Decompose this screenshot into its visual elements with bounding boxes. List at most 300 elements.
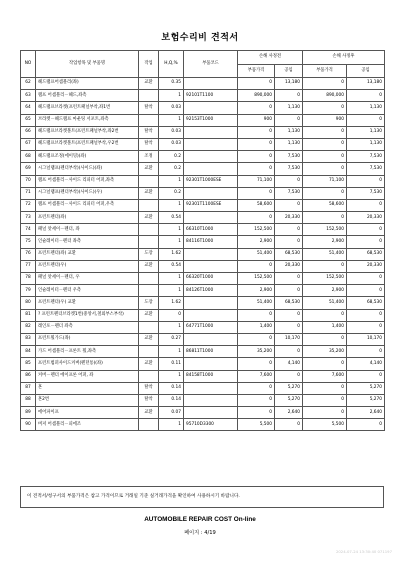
row-part-code: 86811T1000 [184, 346, 238, 358]
row-labor-before: 0 [275, 224, 303, 236]
row-part-code [184, 102, 238, 114]
table-row [21, 236, 385, 248]
table-row [21, 394, 385, 406]
row-labor-after: 0 [347, 90, 385, 102]
row-no: 78 [21, 273, 36, 285]
row-work-type: 교환 [139, 260, 159, 272]
row-item-name: 프런트펜더(좌) [36, 212, 139, 224]
row-parts-price-after: 152,500 [303, 224, 347, 236]
row-parts-price-after: 2,900 [303, 236, 347, 248]
row-work-type: 교환 [139, 309, 159, 321]
row-labor-after: 0 [347, 114, 385, 126]
table-row [21, 138, 385, 150]
row-parts-price-before: 0 [238, 102, 275, 114]
table-row [21, 358, 385, 370]
table-row [21, 260, 385, 272]
page-number: 페이지 : 4/19 [184, 530, 216, 536]
header-before-assessment: 손해 사정전 [238, 51, 303, 65]
row-part-code [184, 78, 238, 90]
row-work-type: 탈착 [139, 394, 159, 406]
row-hq: 0 [159, 309, 184, 321]
row-parts-price-after: 0 [303, 138, 347, 150]
row-no: 73 [21, 212, 36, 224]
row-labor-after: 68,530 [347, 248, 385, 260]
row-labor-after: 0 [347, 346, 385, 358]
row-parts-price-before: 71,100 [238, 175, 275, 187]
row-parts-price-before: 2,900 [238, 285, 275, 297]
row-no: 81 [21, 309, 36, 321]
row-parts-price-before: 5,500 [238, 419, 275, 431]
row-item-name: ? 프런트펜더브라켓1번(중앙서,철외부스부착) [36, 309, 139, 321]
table-row [21, 297, 385, 309]
row-parts-price-after: 0 [303, 151, 347, 163]
row-parts-price-before: 0 [238, 394, 275, 406]
price-notice: 이 견적서/청구서의 부품가격은 참고 가격이므로 거래일 기준 실거래가격을 확인하여 사용하시기 바랍니다. [20, 486, 384, 508]
row-hq: 0.35 [159, 78, 184, 90]
row-hq: 0.2 [159, 187, 184, 199]
footer-title: AUTOMOBILE REPAIR COST On-line [144, 516, 256, 523]
row-part-code [184, 248, 238, 260]
row-labor-before: 7,530 [275, 163, 303, 175]
header-labor-after: 공임 [347, 64, 385, 78]
row-hq: 1.62 [159, 248, 184, 260]
row-labor-before: 4,140 [275, 358, 303, 370]
row-item-name: 헤드램프브라켓볼트(프런트패널부착,좌2번 [36, 126, 139, 138]
row-labor-before: 20,330 [275, 212, 303, 224]
document-title: 보험수리비 견적서 [161, 33, 239, 43]
row-labor-before: 0 [275, 285, 303, 297]
row-labor-before: 0 [275, 236, 303, 248]
row-work-type [139, 114, 159, 126]
estimate-rows [21, 78, 385, 431]
row-parts-price-before: 0 [238, 138, 275, 150]
row-work-type: 탈착 [139, 382, 159, 394]
row-labor-after: 13,180 [347, 78, 385, 90]
row-labor-after: 0 [347, 175, 385, 187]
row-part-code [184, 260, 238, 272]
row-parts-price-after: 0 [303, 163, 347, 175]
row-hq: 1 [159, 90, 184, 102]
table-row [21, 102, 385, 114]
header-parts-price-before: 부품가격 [238, 64, 275, 78]
row-no: 72 [21, 199, 36, 211]
row-part-code: 66320T1000 [184, 273, 238, 285]
header-work: 작업 [139, 51, 159, 78]
row-item-name: 램프 어셈블리－사이드 리피터 어퍼,좌측 [36, 175, 139, 187]
row-part-code: 66310T1000 [184, 224, 238, 236]
row-hq: 0.14 [159, 394, 184, 406]
row-labor-after: 10,170 [347, 333, 385, 345]
row-labor-before: 0 [275, 370, 303, 382]
table-row [21, 224, 385, 236]
row-labor-before: 0 [275, 199, 303, 211]
row-hq: 0.11 [159, 358, 184, 370]
row-labor-after: 2,640 [347, 407, 385, 419]
row-part-code: 84126T1000 [184, 285, 238, 297]
row-work-type [139, 285, 159, 297]
row-work-type [139, 175, 159, 187]
row-parts-price-after: 0 [303, 333, 347, 345]
row-item-name: 프런트펜더(우) 교환 [36, 297, 139, 309]
row-labor-after: 5,270 [347, 382, 385, 394]
row-parts-price-after: 890,000 [303, 90, 347, 102]
row-parts-price-before: 0 [238, 151, 275, 163]
row-parts-price-before: 0 [238, 407, 275, 419]
row-work-type [139, 273, 159, 285]
row-labor-after: 20,330 [347, 212, 385, 224]
row-work-type: 교환 [139, 187, 159, 199]
row-parts-price-after: 0 [303, 102, 347, 114]
row-labor-before: 0 [275, 175, 303, 187]
row-no: 82 [21, 321, 36, 333]
table-row [21, 163, 385, 175]
row-parts-price-before: 0 [238, 212, 275, 224]
row-part-code: 92153T1000 [184, 114, 238, 126]
row-parts-price-before: 51,400 [238, 297, 275, 309]
row-parts-price-after: 0 [303, 260, 347, 272]
row-item-name: 인슐레이터－펜더 우측 [36, 285, 139, 297]
row-hq: 0.14 [159, 382, 184, 394]
table-row [21, 407, 385, 419]
row-labor-before: 10,170 [275, 333, 303, 345]
row-item-name: 패널 앗세이－펜더, 좌 [36, 224, 139, 236]
row-item-name: 프런트펜더(우) [36, 260, 139, 272]
table-row [21, 187, 385, 199]
row-parts-price-after: 2,900 [303, 285, 347, 297]
row-work-type [139, 199, 159, 211]
row-part-code [184, 151, 238, 163]
row-work-type: 교환 [139, 163, 159, 175]
row-parts-price-after: 5,500 [303, 419, 347, 431]
row-item-name: 프런트펜더(좌) 교환 [36, 248, 139, 260]
row-work-type [139, 90, 159, 102]
row-labor-after: 0 [347, 309, 385, 321]
row-hq: 1 [159, 419, 184, 431]
row-parts-price-after: 900 [303, 114, 347, 126]
row-labor-before: 1,130 [275, 102, 303, 114]
row-no: 75 [21, 236, 36, 248]
row-parts-price-after: 7,600 [303, 370, 347, 382]
header-item: 작업항목 및 부품명 [36, 51, 139, 78]
row-hq: 0.03 [159, 126, 184, 138]
row-part-code [184, 394, 238, 406]
table-row [21, 273, 385, 285]
header-labor-before: 공임 [275, 64, 303, 78]
row-item-name: 헤드램프브라켓(프런트패널부착,좌1번 [36, 102, 139, 114]
row-labor-after: 0 [347, 321, 385, 333]
table-row [21, 419, 385, 431]
row-work-type: 탈착 [139, 102, 159, 114]
row-hq: 0.27 [159, 333, 184, 345]
row-item-name: 램프 어셈블리－헤드,좌측 [36, 90, 139, 102]
row-parts-price-after: 35,200 [303, 346, 347, 358]
row-labor-before: 0 [275, 419, 303, 431]
row-labor-before: 7,530 [275, 187, 303, 199]
table-row [21, 285, 385, 297]
row-no: 67 [21, 138, 36, 150]
row-parts-price-after: 0 [303, 309, 347, 321]
row-part-code [184, 333, 238, 345]
header-part-code: 부품코드 [184, 51, 238, 78]
row-parts-price-before: 0 [238, 126, 275, 138]
row-item-name: 헤드램프브라켓볼트(프런트패널부착,우2번 [36, 138, 139, 150]
row-labor-after: 0 [347, 224, 385, 236]
row-hq: 0.2 [159, 163, 184, 175]
row-item-name: 램프 어셈블리－사이드 리피터 어퍼,우측 [36, 199, 139, 211]
table-row [21, 90, 385, 102]
row-item-name: 프런트범퍼사이드커버(펜던통)(좌) [36, 358, 139, 370]
row-labor-after: 0 [347, 285, 385, 297]
row-labor-after: 7,530 [347, 151, 385, 163]
row-parts-price-before: 0 [238, 187, 275, 199]
row-no: 66 [21, 126, 36, 138]
row-item-name: 프런트휠가드(좌) [36, 333, 139, 345]
table-row [21, 126, 385, 138]
row-hq: 0.54 [159, 260, 184, 272]
row-labor-before: 0 [275, 273, 303, 285]
row-parts-price-after: 0 [303, 212, 347, 224]
row-no: 83 [21, 333, 36, 345]
table-row [21, 78, 385, 90]
table-row [21, 151, 385, 163]
row-item-name: 가드 어셈블리－프론트 휠,좌측 [36, 346, 139, 358]
row-parts-price-after: 58,600 [303, 199, 347, 211]
row-item-name: 헤드램프어셈블리(좌) [36, 78, 139, 90]
row-parts-price-before: 35,200 [238, 346, 275, 358]
row-hq: 1 [159, 224, 184, 236]
row-work-type: 도장 [139, 297, 159, 309]
row-part-code: 92101T1100 [184, 90, 238, 102]
row-part-code [184, 212, 238, 224]
row-hq: 0.2 [159, 151, 184, 163]
row-part-code: 92301T1100ESE [184, 199, 238, 211]
row-work-type: 교환 [139, 78, 159, 90]
table-row [21, 248, 385, 260]
row-item-name: 패널 앗세이－펜더, 우 [36, 273, 139, 285]
row-parts-price-before: 58,600 [238, 199, 275, 211]
row-parts-price-after: 0 [303, 382, 347, 394]
row-item-name: 버저 어셈블리－피에조 [36, 419, 139, 431]
row-hq: 1 [159, 285, 184, 297]
row-parts-price-before: 0 [238, 358, 275, 370]
row-work-type [139, 321, 159, 333]
row-item-name: 레인포－펜더 좌측 [36, 321, 139, 333]
row-no: 84 [21, 346, 36, 358]
row-part-code: 84158T1000 [184, 370, 238, 382]
row-labor-after: 5,270 [347, 394, 385, 406]
row-hq: 1 [159, 175, 184, 187]
row-parts-price-after: 0 [303, 78, 347, 90]
row-labor-before: 7,530 [275, 151, 303, 163]
row-work-type: 교환 [139, 407, 159, 419]
table-row [21, 212, 385, 224]
row-no: 76 [21, 248, 36, 260]
row-work-type: 도장 [139, 248, 159, 260]
row-hq: 1 [159, 114, 184, 126]
row-labor-before: 1,130 [275, 138, 303, 150]
row-part-code [184, 382, 238, 394]
row-part-code [184, 187, 238, 199]
row-parts-price-after: 0 [303, 407, 347, 419]
row-hq: 1 [159, 236, 184, 248]
row-part-code [184, 358, 238, 370]
row-work-type: 탈착 [139, 138, 159, 150]
row-item-name: 인슐레이터－펜더 좌측 [36, 236, 139, 248]
row-part-code [184, 126, 238, 138]
row-labor-before: 5,270 [275, 382, 303, 394]
header-no: NO [21, 51, 36, 78]
row-labor-before: 68,530 [275, 297, 303, 309]
row-parts-price-before: 0 [238, 163, 275, 175]
row-part-code [184, 163, 238, 175]
row-work-type: 교환 [139, 358, 159, 370]
table-row [21, 333, 385, 345]
row-labor-before: 0 [275, 321, 303, 333]
row-no: 85 [21, 358, 36, 370]
row-hq: 1 [159, 199, 184, 211]
row-work-type [139, 346, 159, 358]
row-part-code: 84116T1000 [184, 236, 238, 248]
row-part-code [184, 297, 238, 309]
row-work-type [139, 236, 159, 248]
row-no: 87 [21, 382, 36, 394]
estimate-table [20, 50, 385, 431]
row-item-name: 브라켓－헤드램프 마운팅 서포트,좌측 [36, 114, 139, 126]
row-parts-price-before: 7,600 [238, 370, 275, 382]
row-labor-after: 1,130 [347, 126, 385, 138]
row-no: 64 [21, 102, 36, 114]
row-labor-before: 0 [275, 114, 303, 126]
row-part-code [184, 309, 238, 321]
row-part-code: 64771T1000 [184, 321, 238, 333]
row-parts-price-before: 2,900 [238, 236, 275, 248]
row-no: 70 [21, 175, 36, 187]
row-hq: 0.54 [159, 212, 184, 224]
row-labor-before: 2,640 [275, 407, 303, 419]
row-no: 74 [21, 224, 36, 236]
row-no: 65 [21, 114, 36, 126]
row-item-name: 혼2번 [36, 394, 139, 406]
row-item-name: 시그널램프(펜더부착)(사이드)(우) [36, 187, 139, 199]
row-parts-price-after: 0 [303, 187, 347, 199]
row-item-name: 혼 [36, 382, 139, 394]
row-parts-price-before: 0 [238, 260, 275, 272]
table-row [21, 346, 385, 358]
row-labor-after: 1,130 [347, 102, 385, 114]
row-parts-price-before: 0 [238, 382, 275, 394]
row-parts-price-after: 71,100 [303, 175, 347, 187]
row-parts-price-before: 152,500 [238, 224, 275, 236]
row-work-type: 교환 [139, 212, 159, 224]
table-row [21, 382, 385, 394]
row-hq: 1 [159, 321, 184, 333]
row-work-type [139, 224, 159, 236]
table-row [21, 321, 385, 333]
row-labor-after: 0 [347, 273, 385, 285]
row-parts-price-before: 0 [238, 309, 275, 321]
row-work-type [139, 370, 159, 382]
row-labor-after: 1,130 [347, 138, 385, 150]
row-no: 69 [21, 163, 36, 175]
row-part-code: 95710D3300 [184, 419, 238, 431]
row-no: 89 [21, 407, 36, 419]
row-labor-after: 0 [347, 419, 385, 431]
row-labor-after: 0 [347, 370, 385, 382]
row-no: 68 [21, 151, 36, 163]
row-labor-after: 7,530 [347, 163, 385, 175]
row-parts-price-before: 900 [238, 114, 275, 126]
header-hq: H,Q,% [159, 51, 184, 78]
row-labor-after: 4,140 [347, 358, 385, 370]
table-row [21, 309, 385, 321]
row-labor-before: 1,130 [275, 126, 303, 138]
row-part-code: 92301T1000ESE [184, 175, 238, 187]
row-part-code [184, 407, 238, 419]
row-no: 86 [21, 370, 36, 382]
row-hq: 1.62 [159, 297, 184, 309]
row-hq: 1 [159, 370, 184, 382]
row-labor-after: 20,330 [347, 260, 385, 272]
row-item-name: 커버－펜더 에이프론 어퍼, 좌 [36, 370, 139, 382]
row-parts-price-before: 0 [238, 78, 275, 90]
row-parts-price-before: 152,500 [238, 273, 275, 285]
row-labor-after: 68,530 [347, 297, 385, 309]
row-no: 63 [21, 90, 36, 102]
header-parts-price-after: 부품가격 [303, 64, 347, 78]
row-labor-before: 68,530 [275, 248, 303, 260]
row-item-name: 에어파이프 [36, 407, 139, 419]
row-hq: 1 [159, 273, 184, 285]
row-parts-price-after: 152,500 [303, 273, 347, 285]
row-parts-price-after: 1,400 [303, 321, 347, 333]
row-parts-price-before: 51,400 [238, 248, 275, 260]
row-hq: 0.07 [159, 407, 184, 419]
row-work-type: 교환 [139, 333, 159, 345]
row-labor-before: 20,330 [275, 260, 303, 272]
row-work-type [139, 419, 159, 431]
row-parts-price-after: 0 [303, 126, 347, 138]
row-labor-before: 0 [275, 309, 303, 321]
row-labor-after: 7,530 [347, 187, 385, 199]
print-timestamp: 2024-07-24 13:30:40 071197 [335, 549, 392, 554]
row-item-name: 헤드램프조정(에이밍)(좌) [36, 151, 139, 163]
row-labor-after: 0 [347, 199, 385, 211]
header-after-assessment: 손해 사정후 [303, 51, 385, 65]
row-labor-before: 0 [275, 90, 303, 102]
table-row [21, 175, 385, 187]
row-work-type: 조정 [139, 151, 159, 163]
row-parts-price-after: 51,400 [303, 297, 347, 309]
row-no: 77 [21, 260, 36, 272]
row-parts-price-after: 0 [303, 358, 347, 370]
row-no: 79 [21, 285, 36, 297]
row-work-type: 탈착 [139, 126, 159, 138]
row-item-name: 시그널램프(펜더부착)(사이드)(좌) [36, 163, 139, 175]
row-no: 62 [21, 78, 36, 90]
row-part-code [184, 138, 238, 150]
row-hq: 0.03 [159, 138, 184, 150]
row-no: 80 [21, 297, 36, 309]
row-no: 88 [21, 394, 36, 406]
row-parts-price-before: 890,000 [238, 90, 275, 102]
table-row [21, 370, 385, 382]
row-labor-before: 13,180 [275, 78, 303, 90]
row-labor-after: 0 [347, 236, 385, 248]
row-no: 71 [21, 187, 36, 199]
row-parts-price-before: 0 [238, 333, 275, 345]
row-no: 90 [21, 419, 36, 431]
table-row [21, 114, 385, 126]
